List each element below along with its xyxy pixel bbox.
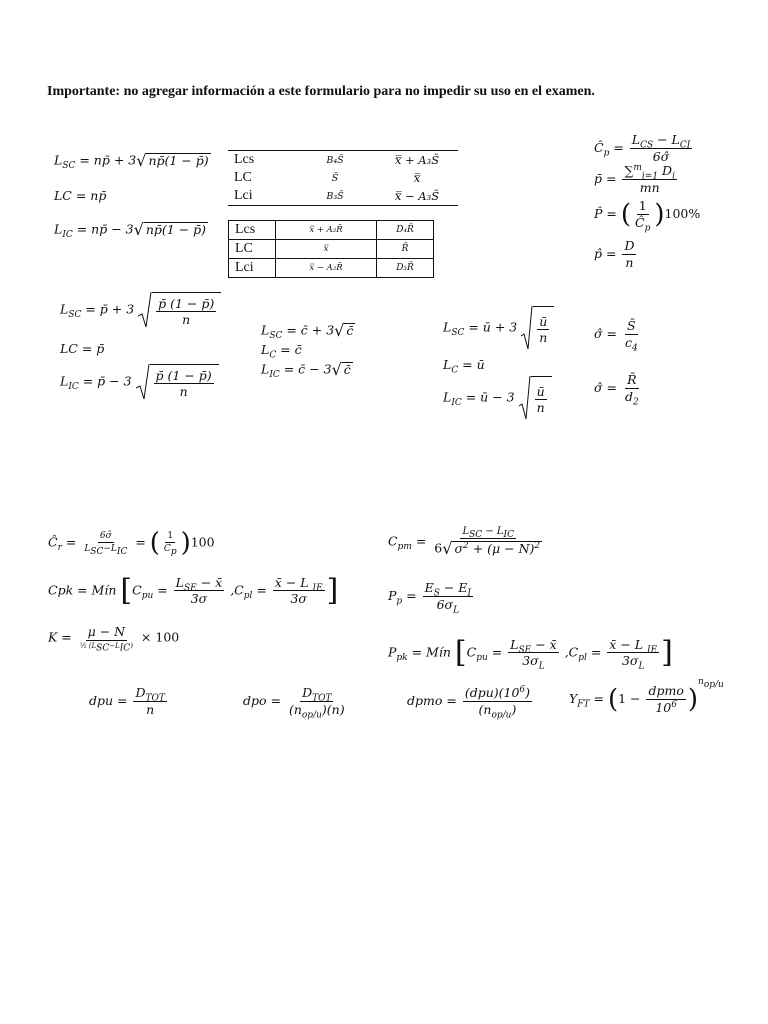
xbar-r-control-table	[228, 220, 434, 278]
table-cell: x̿ − A₃S̄	[394, 189, 440, 203]
row-label: Lci	[234, 188, 253, 203]
formula-cpk: Cpk = Mín [$C_{pu}$ = $\frac{L_{SE} - x̄}{3\sigma}$ $,C_{pl}$ = $\frac{x̄ - L _{IE}}{3\sigma}$ ]	[48, 573, 339, 608]
formula-cr: $Ĉ_r$ = $\frac{6\sigmâ}{L_{SC}-L_{IC}}$ = ( $\frac{1}{C_p}$ )100	[48, 528, 215, 558]
formula-cpm: $C_{pm}$ = $L_{SC} - L_{IC}$ 6 √ $\sigma^2 + (\mu - N)^2$	[388, 526, 541, 558]
table-cell: R̄	[377, 240, 434, 259]
table-row	[228, 169, 458, 187]
row-label: Lcs	[229, 221, 276, 240]
formula-np-lc: LC = np̄	[54, 188, 107, 203]
table-row	[229, 240, 434, 259]
formula-sigma-r: σ̂ = $\frac{R̄}{d_2}$	[594, 372, 639, 407]
formula-ppk: $P_{pk}$ = Mín [$C_{pu}$ = $\frac{L_{SE} - x̄}{3\sigma_L}$ $,C_{pl}$ = $\frac{x̄ - L _{IE}}{3\sigma_L}$ ]	[388, 635, 673, 672]
formula-dpu: dpu = $\frac{D_{TOT}}{n}$	[89, 685, 165, 717]
formula-c-lic: $L_{IC}$ = c̄ − 3 √ c̄	[261, 360, 351, 380]
table-cell: x̿	[276, 240, 377, 259]
exam-notice: Importante: no agregar información a este formulario para no impedir su uso en el examen.	[47, 84, 595, 99]
formula-p-lic: $L_{IC}$ = p̄ − 3 $\frac{p̄ (1 - p̄)}{n}$	[60, 364, 219, 400]
formula-u-lic: $L_{IC}$ = ū − 3 $\frac{ū}{n}$	[443, 376, 552, 420]
formula-pbar: p̄ = $\frac{\sum^m_{i=1} D_i}{mn}$	[594, 162, 675, 195]
table-cell: S̄	[331, 172, 339, 184]
formula-dpo: dpo = $\frac{D_{TOT}}{(n_{op/u})(n)}$	[243, 685, 345, 720]
row-label: LC	[234, 170, 252, 185]
formula-u-lsc: $L_{SC}$ = ū + 3 $\frac{ū}{n}$	[443, 306, 554, 350]
formula-p-lsc: $L_{SC}$ = p̄ + 3 $\frac{p̄ (1 - p̄)}{n}$	[60, 292, 221, 328]
formula-dpmo: dpmo = $\frac{(dpu)(10^6)}{(n_{op/u})}$	[407, 684, 531, 720]
formula-np-lic: $L_{IC}$ = np̄ − 3 √ np̄(1 − p̄)	[54, 220, 207, 240]
formula-k: K = $\frac{\mu - N}{\frac{1}{2} (L_{SC}-L_{IC})}$ × 100	[48, 624, 180, 653]
xbar-s-control-table	[228, 150, 458, 206]
table-cell: B₃S̄	[326, 190, 344, 202]
formula-pp: $P_p$ = $\frac{E_S - E_I}{6\sigma_L}$	[388, 580, 472, 615]
table-cell: x̿ − A₂R̄	[276, 259, 377, 278]
row-label: Lci	[229, 259, 276, 278]
formula-yft: $Y_{FT} = (1$ − $\frac{\text{dpmo}}{10^6}$ )$^{n_{op/u}}$	[569, 676, 724, 715]
formula-p-lc: LC = p̄	[60, 341, 105, 356]
formula-phat-cap: P̂ = ( $\frac{1}{Ĉ_p}$ )100%	[594, 198, 701, 233]
row-label: LC	[229, 240, 276, 259]
table-row	[228, 187, 458, 206]
table-cell: x̿ + A₂R̄	[276, 221, 377, 240]
table-cell: B₄S̄	[326, 154, 344, 166]
formula-c-lc: $L_C$ = c̄	[261, 342, 302, 361]
row-label: Lcs	[234, 152, 255, 167]
formula-u-lc: $L_C$ = ū	[443, 357, 485, 376]
table-row	[229, 259, 434, 278]
table-row	[229, 221, 434, 240]
table-cell: D₃R̄	[377, 259, 434, 278]
formula-cp: $Ĉ_p$ = $\frac{L_{CS} - L_{CI}}{6\sigmâ}$	[594, 132, 691, 164]
table-row	[228, 151, 458, 170]
table-cell: x̿ + A₃S̄	[394, 153, 440, 167]
table-cell: x̿	[413, 171, 421, 185]
formula-phat: p̂ = $\frac{D}{n}$	[594, 238, 635, 270]
formula-c-lsc: $L_{SC}$ = c̄ + 3 √ c̄	[261, 321, 354, 341]
formula-np-lsc: $L_{SC}$ = np̄ + 3 √ np̄(1 − p̄)	[54, 151, 209, 171]
formula-sigma-s: σ̂ = $\frac{S̄}{c_4}$	[594, 318, 638, 353]
table-cell: D₄R̄	[377, 221, 434, 240]
